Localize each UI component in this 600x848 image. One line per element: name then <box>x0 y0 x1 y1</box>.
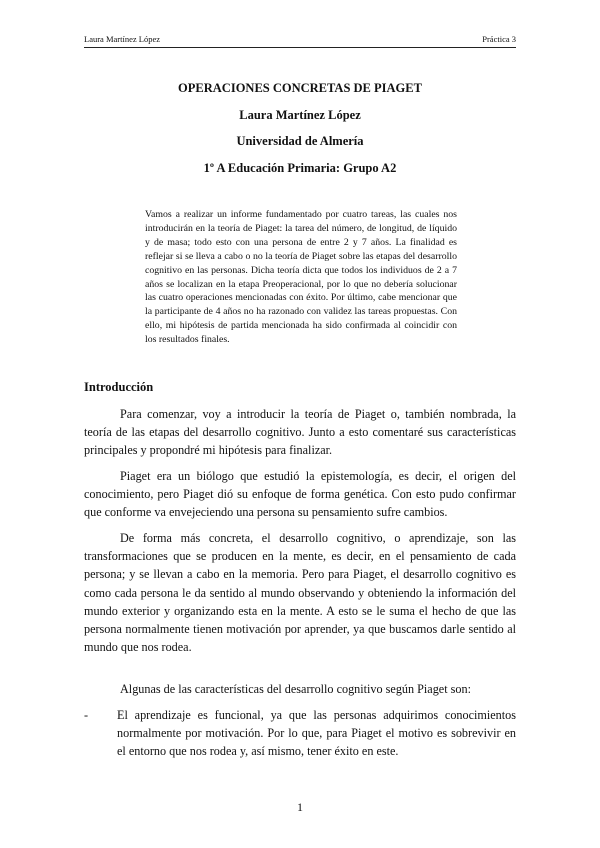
paragraph-4: Algunas de las características del desarrollo cognitivo según Piaget son: <box>120 682 471 696</box>
document-course: 1º A Educación Primaria: Grupo A2 <box>203 160 397 175</box>
document-university: Universidad de Almería <box>236 134 364 148</box>
list-item <box>84 706 516 761</box>
page-number: 1 <box>297 800 303 814</box>
abstract: Vamos a realizar un informe fundamentado por cuatro tareas, las cuales nos introducirán en la teoría de Piaget: la tarea del número, de longitud, de líquido y de masa; todo esto con una persona de entre 2 y 7 años. La finalidad es reflejar si se lleva a cabo o no la teoría de Piaget sobre las etapas del desarrollo cognitivo en las personas. Dicha teoría dicta que todos los individuos de 2 a 7 años se localizan en la etapa Preoperacional, por lo que no debería solucionar las cuatro operaciones mencionadas con éxito. Por último, cabe mencionar que la participante de 4 años no ha razonado con validez las tareas propuestas. Con ello, mi hipótesis de partida mencionada ha sido confirmada al coincidir con los resultados finales. <box>145 209 457 346</box>
running-header <box>84 34 516 48</box>
section-heading: Introducción <box>84 380 154 394</box>
title-block <box>84 81 516 187</box>
paragraph-1: Para comenzar, voy a introducir la teoría de Piaget o, también nombrada, la teoría de las etapas del desarrollo cognitivo. Junto a esto comentaré sus características principales y propondré mi hipótesis para finalizar. <box>84 407 516 458</box>
paragraph-3: De forma más concreta, el desarrollo cognitivo, o aprendizaje, son las transformaciones que se producen en la mente, es decir, en el pensamiento de cada persona; y se llevan a cabo en la memoria. Pero para Piaget, el desarrollo cognitivo es como cada persona le da sentido al mundo observando y obteniendo la información del mundo exterior y organizando esta en la mente. A esto se le suma el hecho de que las persona normalmente tienen motivación por aprender, ya que buscamos darle sentido al mundo que nos rodea. <box>84 531 516 655</box>
document-title: OPERACIONES CONCRETAS DE PIAGET <box>178 81 422 95</box>
document-author: Laura Martínez López <box>239 107 361 122</box>
list-item-text: El aprendizaje es funcional, ya que las personas adquirimos conocimientos normalmente por motivación. Por lo que, para Piaget el motivo es sobrevivir en el entorno que nos rodea y, así mismo, tener éxito en este. <box>117 708 516 759</box>
list-marker: - <box>84 708 89 722</box>
header-practice: Práctica 3 <box>482 34 516 44</box>
header-author: Laura Martínez López <box>84 34 160 44</box>
paragraph-2: Piaget era un biólogo que estudió la epistemología, es decir, el origen del conocimiento, pero Piaget dió su enfoque de forma genética. Con esto pudo confirmar que conforme va envejeciendo una persona su pensamiento sufre cambios. <box>84 469 516 520</box>
